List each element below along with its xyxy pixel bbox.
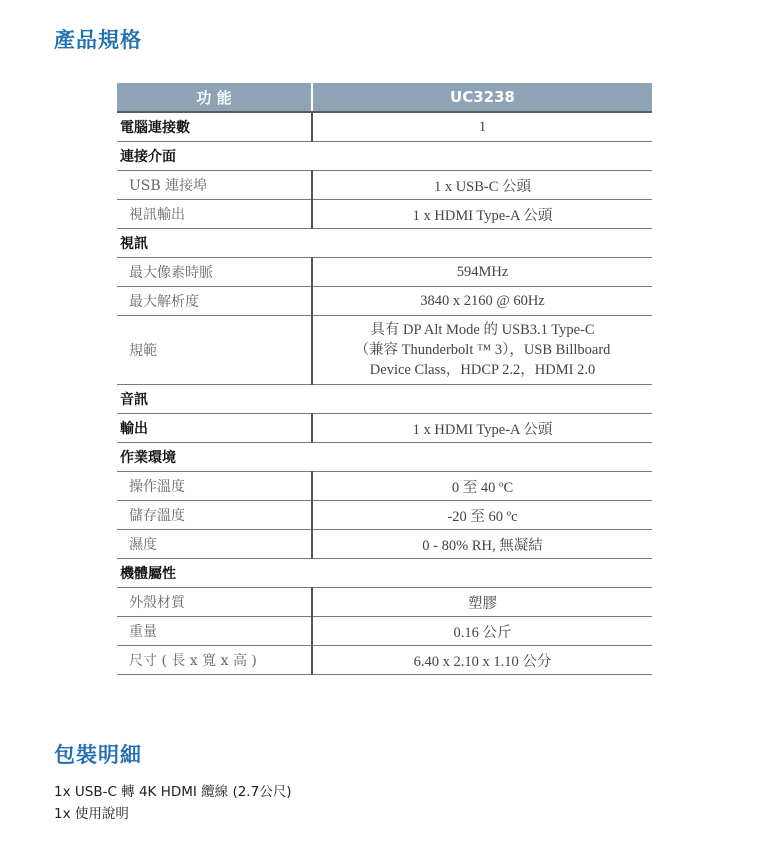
table-row (117, 588, 652, 617)
spec-section-title: 產品規格 (54, 28, 142, 52)
row-value: 1 (312, 112, 652, 142)
section-label: 音訊 (117, 385, 652, 414)
row-value: 0 至 40 ºC (312, 472, 652, 501)
table-row (117, 200, 652, 229)
table-row (117, 414, 652, 443)
row-value: 0.16 公斤 (312, 617, 652, 646)
table-row (117, 501, 652, 530)
row-value: 1 x HDMI Type-A 公頭 (312, 414, 652, 443)
list-item: 1x USB-C 轉 4K HDMI 纜線 (2.7公尺) (54, 784, 292, 800)
header-model: UC3238 (312, 83, 652, 112)
table-row (117, 617, 652, 646)
table-row (117, 646, 652, 675)
table-row (117, 171, 652, 200)
section-label: 作業環境 (117, 443, 652, 472)
row-value: 0 - 80% RH, 無凝結 (312, 530, 652, 559)
table-section-row (117, 229, 652, 258)
table-section-row (117, 385, 652, 414)
row-value: 594MHz (312, 258, 652, 287)
spec-table (117, 83, 652, 675)
package-section-title: 包裝明細 (54, 743, 142, 767)
header-function: 功 能 (117, 83, 312, 112)
row-value: 1 x USB-C 公頭 (312, 171, 652, 200)
row-label: 最大解析度 (117, 287, 312, 316)
package-list (54, 781, 291, 825)
table-row (117, 287, 652, 316)
table-row (117, 316, 652, 385)
table-section-row (117, 142, 652, 171)
row-label: 儲存溫度 (117, 501, 312, 530)
row-value: 塑膠 (312, 588, 652, 617)
section-label: 連接介面 (117, 142, 652, 171)
row-label: 規範 (117, 316, 312, 385)
row-value-multiline (312, 316, 652, 385)
table-row (117, 258, 652, 287)
value-line: 具有 DP Alt Mode 的 USB3.1 Type-C (370, 322, 595, 338)
row-value: 1 x HDMI Type-A 公頭 (312, 200, 652, 229)
table-row (117, 112, 652, 142)
value-line: （兼容 Thunderbolt ™ 3），USB Billboard (354, 342, 611, 358)
row-value: -20 至 60 ºc (312, 501, 652, 530)
section-label: 視訊 (117, 229, 652, 258)
row-label: 濕度 (117, 530, 312, 559)
row-value: 6.40 x 2.10 x 1.10 公分 (312, 646, 652, 675)
table-row (117, 472, 652, 501)
section-label: 機體屬性 (117, 559, 652, 588)
table-section-row (117, 559, 652, 588)
row-value: 3840 x 2160 @ 60Hz (312, 287, 652, 316)
row-label: 最大像素時脈 (117, 258, 312, 287)
row-label: 外殼材質 (117, 588, 312, 617)
table-section-row (117, 443, 652, 472)
spec-table-header (117, 83, 652, 112)
row-label: USB 連接埠 (117, 171, 312, 200)
table-row (117, 530, 652, 559)
value-line: Device Class，HDCP 2.2，HDMI 2.0 (369, 362, 596, 378)
list-item: 1x 使用說明 (54, 806, 129, 822)
row-label: 視訊輸出 (117, 200, 312, 229)
row-label: 重量 (117, 617, 312, 646)
row-label: 輸出 (117, 414, 312, 443)
row-label: 電腦連接數 (117, 112, 312, 142)
row-label: 操作溫度 (117, 472, 312, 501)
row-label: 尺寸 ( 長 x 寬 x 高 ) (117, 646, 312, 675)
